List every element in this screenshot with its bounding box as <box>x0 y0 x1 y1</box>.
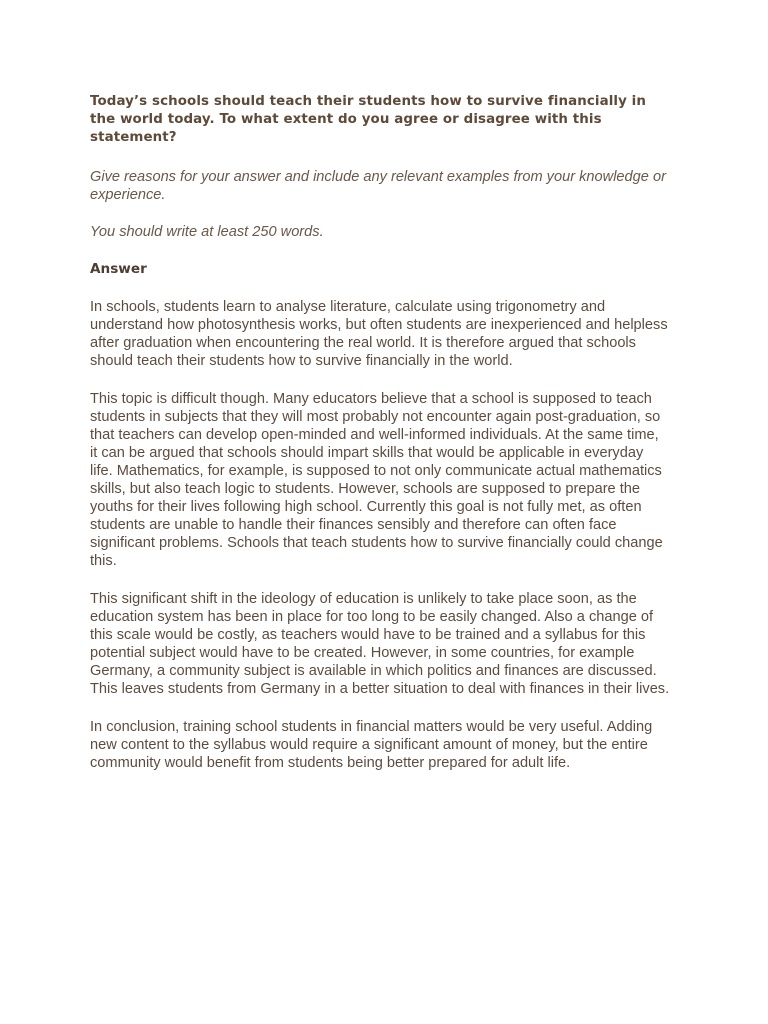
answer-paragraph-conclusion: In conclusion, training school students in financial matters would be very useful. Adding new content to the syllabus would require a significant amount of money, but the entire community would benefit from students being better prepared for adult life. <box>90 719 653 771</box>
instruction-word-count: You should write at least 250 words. <box>90 224 324 240</box>
essay-question: Today’s schools should teach their students how to survive financially in the world today. To what extent do you agree or disagree with this statement? <box>90 94 647 145</box>
answer-paragraph-discussion: This topic is difficult though. Many educators believe that a school is supposed to teach students in subjects that they will most probably not encounter again post-graduation, so that teachers can develop open-minded and well-informed individuals. At the same time, it can be argued that schools should impart skills that would be applicable in everyday life. Mathematics, for example, is supposed to not only communicate actual mathematics skills, but also teach logic to students. However, schools are supposed to prepare the youths for their lives following high school. Currently this goal is not fully met, as often students are unable to handle their finances sensibly and therefore can often face significant problems. Schools that teach students how to survive financially could change this. <box>90 391 663 569</box>
instruction-reasons: Give reasons for your answer and include any relevant examples from your knowledge or experience. <box>90 169 666 203</box>
answer-paragraph-intro: In schools, students learn to analyse literature, calculate using trigonometry and understand how photosynthesis works, but often students are inexperienced and helpless after graduation when encountering the real world. It is therefore argued that schools should teach their students how to survive financially in the world. <box>90 299 668 369</box>
document-page <box>90 93 670 792</box>
answer-paragraph-counterpoint: This significant shift in the ideology of education is unlikely to take place soon, as the education system has been in place for too long to be easily changed. Also a change of this scale would be costly, as teachers would have to be trained and a syllabus for this potential subject would have to be created. However, in some countries, for example Germany, a community subject is available in which politics and finances are discussed. This leaves students from Germany in a better situation to deal with finances in their lives. <box>90 591 670 697</box>
answer-heading: Answer <box>90 261 147 277</box>
